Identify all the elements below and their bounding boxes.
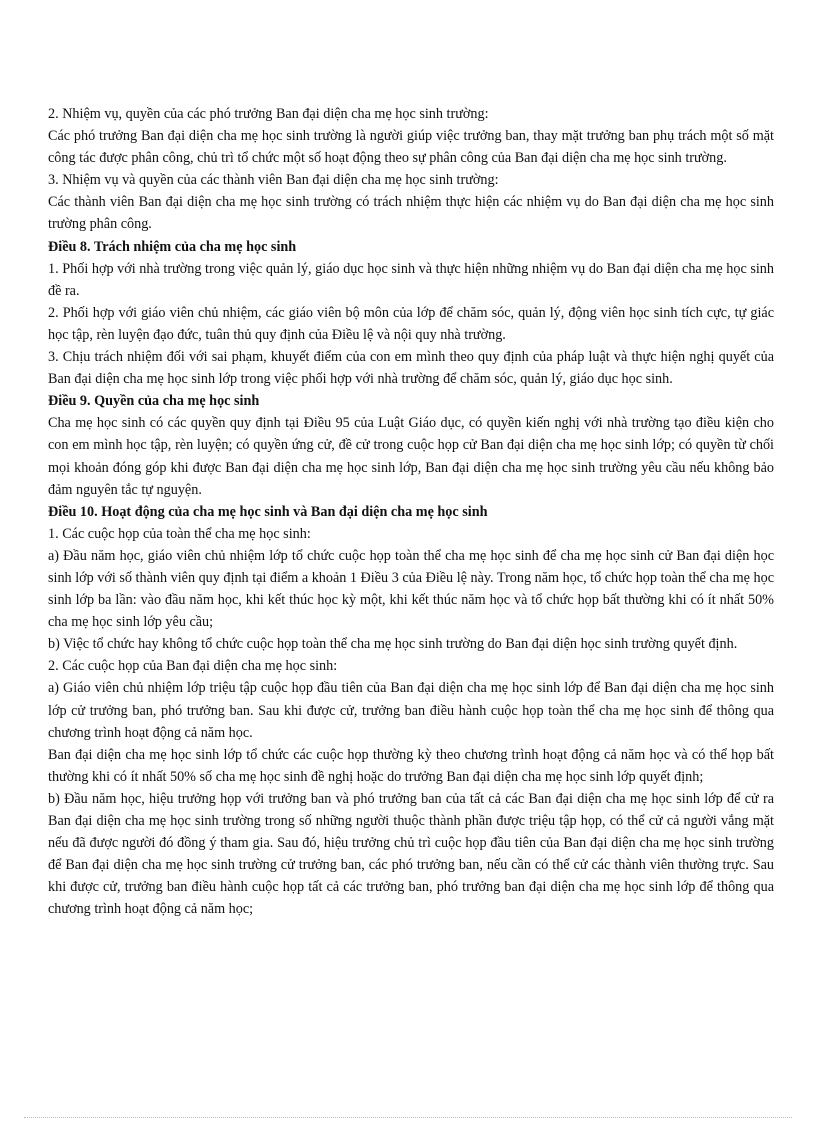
- page-bottom-divider: [24, 1117, 792, 1118]
- paragraph: 2. Nhiệm vụ, quyền của các phó trưởng Ban đại diện cha mẹ học sinh trường:: [48, 106, 489, 122]
- paragraph: a) Giáo viên chủ nhiệm lớp triệu tập cuộc họp đầu tiên của Ban đại diện cha mẹ học sinh lớp để Ban đại diện cha mẹ học sinh lớp cử trưởng ban, phó trưởng ban. Sau khi được cử, trưởng ban điều hành cuộc họp toàn thể cha mẹ học sinh để thông qua chương trình hoạt động cả năm học.: [48, 680, 774, 741]
- paragraph: 2. Phối hợp với giáo viên chủ nhiệm, các giáo viên bộ môn của lớp để chăm sóc, quản lý, động viên học sinh tích cực, tự giác học tập, rèn luyện đạo đức, tuân thủ quy định của Điều lệ và nội quy nhà trường.: [48, 304, 774, 343]
- paragraph: Cha mẹ học sinh có các quyền quy định tại Điều 95 của Luật Giáo dục, có quyền kiến nghị với nhà trường tạo điều kiện cho con em mình học tập, rèn luyện; có quyền ứng cử, đề cử trong cuộc họp cử Ban đại diện cha mẹ học sinh lớp; có quyền từ chối mọi khoản đóng góp khi được Ban đại diện cha mẹ học sinh lớp, Ban đại diện cha mẹ học sinh trường yêu cầu nếu không bảo đảm nguyên tắc tự nguyện.: [48, 415, 774, 498]
- section-heading-dieu-8: Điều 8. Trách nhiệm của cha mẹ học sinh: [48, 238, 297, 255]
- paragraph: b) Việc tổ chức hay không tổ chức cuộc họp toàn thể cha mẹ học sinh trường do Ban đại diện học sinh trường quyết định.: [48, 636, 738, 653]
- paragraph: Ban đại diện cha mẹ học sinh lớp tổ chức các cuộc họp thường kỳ theo chương trình hoạt động cả năm học và có thể họp bất thường khi có ít nhất 50% số cha mẹ học sinh đề nghị hoặc do trưởng Ban đại diện cha mẹ học sinh lớp quyết định;: [48, 746, 774, 785]
- section-heading-dieu-9: Điều 9. Quyền của cha mẹ học sinh: [48, 393, 260, 410]
- paragraph: 2. Các cuộc họp của Ban đại diện cha mẹ học sinh:: [48, 658, 338, 675]
- paragraph: Các thành viên Ban đại diện cha mẹ học sinh trường có trách nhiệm thực hiện các nhiệm vụ do Ban đại diện cha mẹ học sinh trường phân công.: [48, 194, 774, 233]
- paragraph: 1. Phối hợp với nhà trường trong việc quản lý, giáo dục học sinh và thực hiện những nhiệm vụ do Ban đại diện cha mẹ học sinh đề ra.: [48, 260, 774, 299]
- paragraph: 1. Các cuộc họp của toàn thể cha mẹ học sinh:: [48, 525, 311, 542]
- paragraph: Các phó trưởng Ban đại diện cha mẹ học sinh trường là người giúp việc trưởng ban, thay mặt trưởng ban phụ trách một số mặt công tác được phân công, chủ trì tổ chức một số hoạt động theo sự phân công của Ban đại diện cha mẹ học sinh trường.: [48, 128, 774, 167]
- document-body: [48, 103, 774, 920]
- section-heading-dieu-10: Điều 10. Hoạt động của cha mẹ học sinh và Ban đại diện cha mẹ học sinh: [48, 503, 488, 520]
- paragraph: a) Đầu năm học, giáo viên chủ nhiệm lớp tổ chức cuộc họp toàn thể cha mẹ học sinh để cha mẹ học sinh cử Ban đại diện học sinh lớp với số thành viên quy định tại điểm a khoản 1 Điều 3 của Điều lệ này. Trong năm học, tổ chức họp toàn thể cha mẹ học sinh lớp ba lần: vào đầu năm học, khi kết thúc học kỳ một, khi kết thúc năm học và tổ chức họp bất thường khi có ít nhất 50% cha mẹ học sinh lớp yêu cầu;: [48, 547, 774, 631]
- paragraph: b) Đầu năm học, hiệu trưởng họp với trưởng ban và phó trưởng ban của tất cả các Ban đại diện cha mẹ học sinh lớp để cử ra Ban đại diện cha mẹ học sinh trường trong số những người thuộc thành phần được triệu tập họp, có thể cử cả người vắng mặt nếu đã được người đó đồng ý tham gia. Sau đó, hiệu trưởng chủ trì cuộc họp đầu tiên của Ban đại diện cha mẹ học sinh trường để Ban đại diện cha mẹ học sinh trường cử trưởng ban, các phó trưởng ban, nếu cần có thể cử các thành viên thường trực. Sau khi được cử, trưởng ban điều hành cuộc họp tất cả các trưởng ban, phó trưởng ban đại diện cha mẹ học sinh lớp để thông qua chương trình hoạt động cả năm học;: [48, 790, 774, 918]
- paragraph: 3. Nhiệm vụ và quyền của các thành viên Ban đại diện cha mẹ học sinh trường:: [48, 172, 499, 189]
- paragraph: 3. Chịu trách nhiệm đối với sai phạm, khuyết điểm của con em mình theo quy định của pháp luật và thực hiện nghị quyết của Ban đại diện cha mẹ học sinh lớp trong việc phối hợp với nhà trường để chăm sóc, quản lý, giáo dục học sinh.: [48, 349, 774, 388]
